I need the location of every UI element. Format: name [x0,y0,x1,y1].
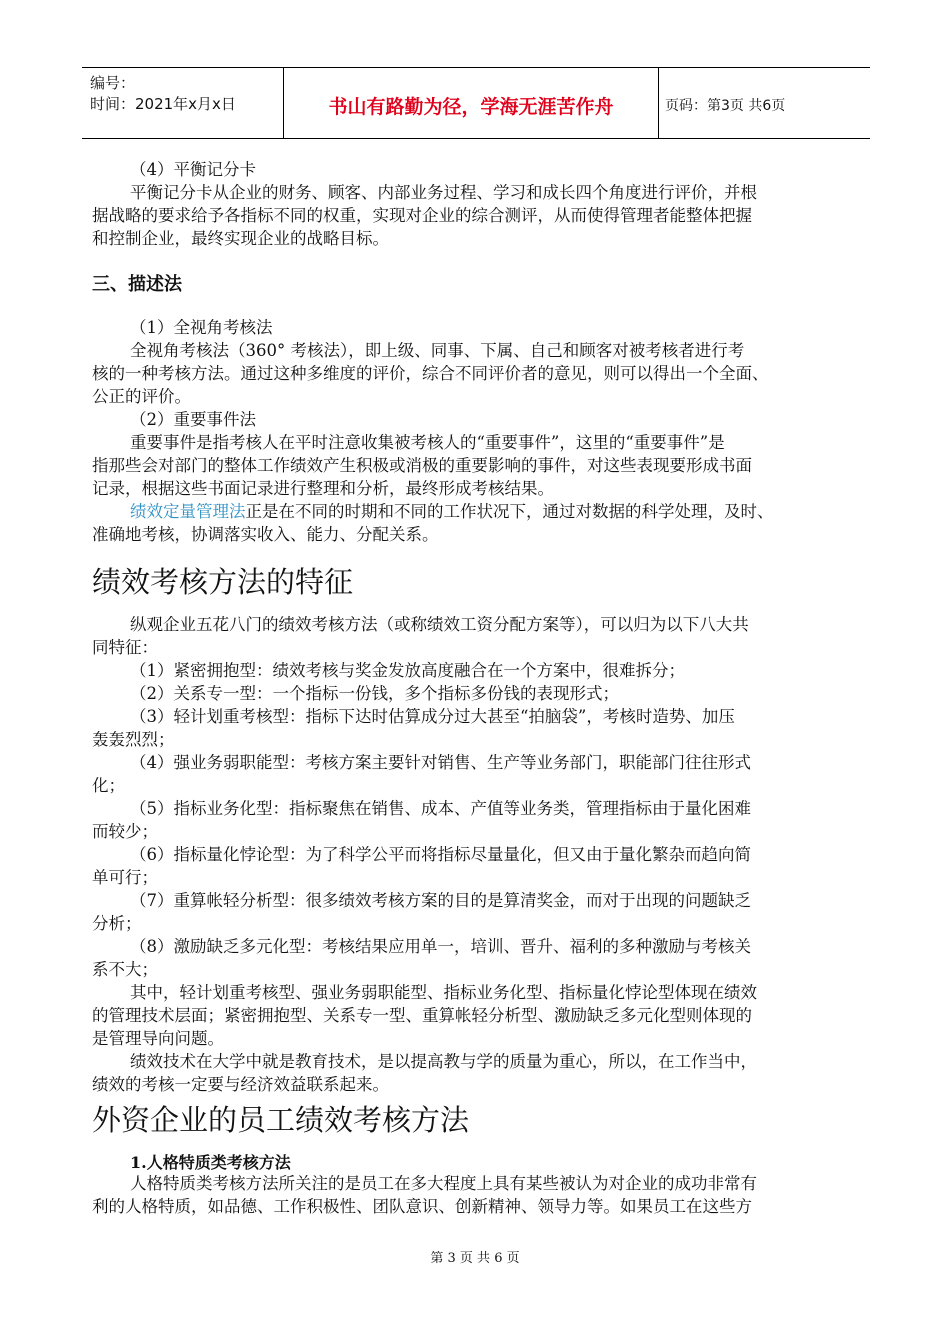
paragraph-line: 核的一种考核方法。通过这种多维度的评价，综合不同评价者的意见，则可以得出一个全面、 [92,364,769,383]
paragraph-line: 指那些会对部门的整体工作绩效产生积极或消极的重要影响的事件，对这些表现要形成书面 [92,456,752,475]
list-item: （5）指标业务化型：指标聚焦在销售、成本、产值等业务类，管理指标由于量化困难 [130,799,751,818]
header-motto-cell [284,68,659,138]
paragraph-line: 其中，轻计划重考核型、强业务弱职能型、指标业务化型、指标量化悖论型体现在绩效 [130,983,757,1002]
paragraph-line: 重要事件是指考核人在平时注意收集被考核人的“重要事件”，这里的“重要事件”是 [130,433,725,452]
header-page-info: 页码：第3页 共6页 [665,98,786,114]
quantitative-management-link[interactable]: 绩效定量管理法 [130,502,246,521]
item-title-balanced-scorecard: （4）平衡记分卡 [130,160,256,179]
page-footer: 第 3 页 共 6 页 [430,1251,520,1266]
paragraph-line: 是管理导向问题。 [92,1029,224,1048]
link-line-rest: 正是在不同的时期和不同的工作状况下，通过对数据的科学处理，及时、 [245,502,774,521]
list-item: （4）强业务弱职能型：考核方案主要针对销售、生产等业务部门，职能部门往往形式 [130,753,751,772]
list-item-continuation: 而较少； [92,822,158,841]
paragraph-line: 同特征： [92,638,158,657]
paragraph-line: 平衡记分卡从企业的财务、顾客、内部业务过程、学习和成长四个角度进行评价，并根 [130,183,757,202]
paragraph-line: 绩效技术在大学中就是教育技术，是以提高教与学的质量为重心，所以，在工作当中， [130,1052,757,1071]
section-heading-features: 绩效考核方法的特征 [92,565,354,599]
paragraph-line: 的管理技术层面；紧密拥抱型、关系专一型、重算帐轻分析型、激励缺乏多元化型则体现的 [92,1006,752,1025]
paragraph-line: 全视角考核法（360° 考核法），即上级、同事、下属、自己和顾客对被考核者进行考 [130,341,745,360]
paragraph-line: 绩效的考核一定要与经济效益联系起来。 [92,1075,389,1094]
list-item-continuation: 轰轰烈烈； [92,730,175,749]
list-item-continuation: 系不大； [92,960,158,979]
list-item: （7）重算帐轻分析型：很多绩效考核方案的目的是算清奖金，而对于出现的问题缺乏 [130,891,751,910]
paragraph-line-with-link [130,500,774,523]
item-title-360: （1）全视角考核法 [130,318,273,337]
section-heading-foreign-enterprises: 外资企业的员工绩效考核方法 [92,1103,470,1137]
paragraph-line: 准确地考核，协调落实收入、能力、分配关系。 [92,525,439,544]
item-title-critical-incident: （2）重要事件法 [130,410,256,429]
list-item-continuation: 单可行； [92,868,158,887]
header-motto: 书山有路勤为径，学海无涯苦作舟 [328,96,614,118]
list-item: （8）激励缺乏多元化型：考核结果应用单一，培训、晋升、福利的多种激励与考核关 [130,937,751,956]
document-number-label: 编号： [90,74,136,92]
list-item: （1）紧密拥抱型：绩效考核与奖金发放高度融合在一个方案中，很难拆分； [130,661,685,680]
paragraph-line: 据战略的要求给予各指标不同的权重，实现对企业的综合测评，从而使得管理者能整体把握 [92,206,752,225]
header-page-cell [659,68,870,138]
list-item: （3）轻计划重考核型：指标下达时估算成分过大甚至“拍脑袋”，考核时造势、加压 [130,707,735,726]
list-item-continuation: 化； [92,776,125,795]
paragraph-line: 公正的评价。 [92,387,191,406]
list-item: （6）指标量化悖论型：为了科学公平而将指标尽量量化，但又由于量化繁杂而趋向简 [130,845,751,864]
paragraph-line: 和控制企业，最终实现企业的战略目标。 [92,229,389,248]
page-header [82,67,870,139]
paragraph-line: 记录，根据这些书面记录进行整理和分析，最终形成考核结果。 [92,479,554,498]
section-heading-description: 三、描述法 [92,274,182,295]
list-item-continuation: 分析； [92,914,142,933]
sub-heading-personality-traits: 1.人格特质类考核方法 [130,1153,291,1172]
paragraph-line: 纵观企业五花八门的绩效考核方法（或称绩效工资分配方案等），可以归为以下八大共 [130,615,749,634]
paragraph-line: 利的人格特质，如品德、工作积极性、团队意识、创新精神、领导力等。如果员工在这些方 [92,1197,752,1216]
header-left-cell [82,68,284,138]
list-item: （2）关系专一型：一个指标一份钱，多个指标多份钱的表现形式； [130,684,619,703]
paragraph-line: 人格特质类考核方法所关注的是员工在多大程度上具有某些被认为对企业的成功非常有 [130,1174,757,1193]
document-date-label: 时间：2021年x月x日 [90,95,236,113]
